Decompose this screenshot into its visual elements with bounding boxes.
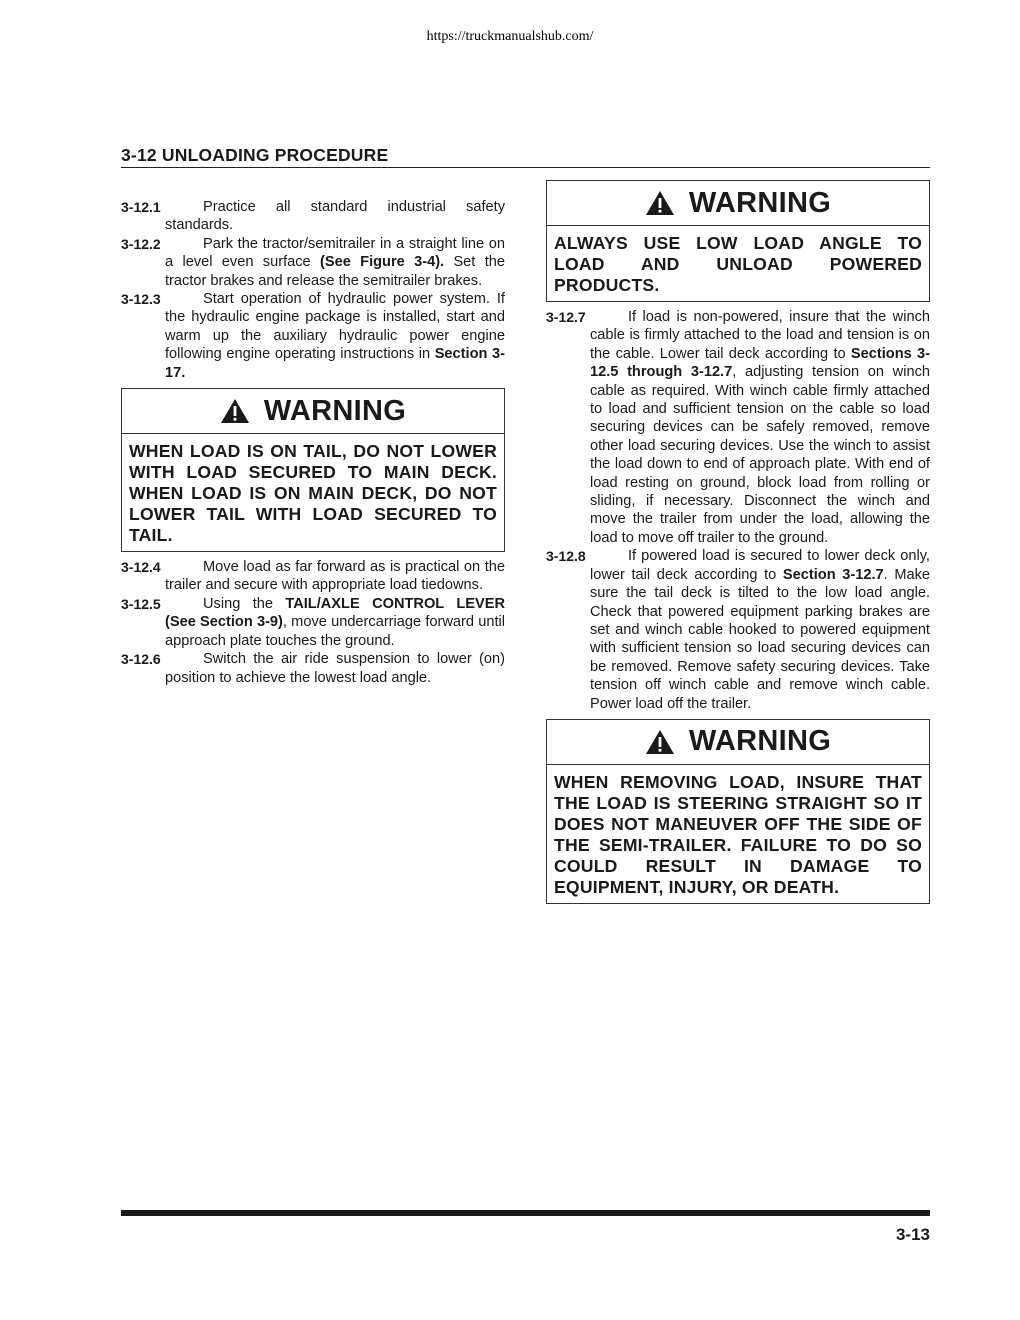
- warning-title: WARNING: [688, 725, 832, 758]
- paragraph-text: Start operation of hydraulic power system. If the hydraulic engine package is installed, start and warm up the auxiliary hydraulic power engine following engine operating instructions in: [165, 291, 505, 363]
- warning-triangle-icon: [220, 398, 250, 424]
- warning-text: WHEN LOAD IS ON TAIL, DO NOT LOWER WITH LOAD SECURED TO MAIN DECK. WHEN LOAD IS ON MAIN DECK, DO NOT LOWER TAIL WITH LOAD SECURED TO TAIL.: [129, 441, 497, 546]
- warning-triangle-icon: [645, 190, 675, 216]
- warning-header: [122, 389, 504, 434]
- paragraph-text: , move undercarriage forward until approach plate touches the ground.: [165, 614, 505, 649]
- left-column: [121, 198, 505, 687]
- warning-text: WHEN REMOVING LOAD, INSURE THAT THE LOAD IS STEERING STRAIGHT SO IT DOES NOT MANEUVER OFF THE SIDE OF THE SEMI-TRAILER. FAILURE TO DO SO COULD RESULT IN DAMAGE TO EQUIPMENT, INJURY, OR DEATH.: [554, 771, 922, 897]
- paragraph-number: 3-12.3: [121, 291, 161, 308]
- section-title: 3-12 UNLOADING PROCEDURE: [121, 145, 930, 168]
- warning-box: [546, 180, 930, 302]
- paragraph-number: 3-12.5: [121, 595, 161, 612]
- paragraph-text: . Make sure the tail deck is tilted to the low load angle. Check that powered equipment parking brakes are set and winch cable hooked to powered equipment with sufficient tension so load securing devices can be removed. Remove safety securing devices. Take tension off winch cable and remove winch cable. Power load off the trailer.: [590, 566, 931, 712]
- figure-reference: (See Figure 3-4).: [320, 254, 445, 271]
- paragraph-text: Set the tractor brakes and release the semitrailer brakes.: [165, 254, 505, 289]
- paragraph-text: If load is non-powered, insure that the winch cable is firmly attached to the load and tension is on the cable. Lower tail deck according to: [590, 309, 930, 362]
- footer-rule: [121, 1210, 930, 1216]
- page-number: 3-13: [895, 1225, 930, 1244]
- header-url: https://truckmanualshub.com/: [426, 29, 594, 44]
- paragraph-3-12-6: [121, 650, 505, 687]
- paragraph-3-12-2: [121, 235, 505, 290]
- warning-box: [121, 388, 505, 552]
- paragraph-text: Practice all standard industrial safety standards.: [165, 199, 505, 234]
- paragraph-text: , adjusting tension on winch cable as required. With winch cable firmly attached to load and sufficient tension on the cable so load securing devices can be safely removed, remove other load securing devices. Use the winch to assist the load down to end of approach plate. With end of load resting on ground, block load from rolling or sliding, if necessary. Disconnect the winch and move the trailer from under the load, allowing the load to move off trailer to the ground.: [590, 364, 930, 546]
- warning-box: [546, 719, 930, 904]
- paragraph-3-12-1: [121, 198, 505, 235]
- paragraph-number: 3-12.8: [546, 548, 586, 565]
- paragraph-text: Using the: [203, 595, 286, 612]
- paragraph-text: Switch the air ride suspension to lower (on) position to achieve the lowest load angle.: [165, 651, 505, 686]
- paragraph-text: Move load as far forward as is practical on the trailer and secure with appropriate load tiedowns.: [165, 559, 505, 594]
- paragraph-3-12-7: [546, 308, 930, 547]
- warning-triangle-icon: [645, 729, 675, 755]
- warning-header: [547, 181, 929, 226]
- paragraph-3-12-3: [121, 290, 505, 382]
- paragraph-number: 3-12.4: [121, 559, 161, 576]
- paragraph-3-12-4: [121, 558, 505, 595]
- paragraph-number: 3-12.2: [121, 235, 161, 252]
- warning-title: WARNING: [688, 186, 832, 219]
- paragraph-number: 3-12.1: [121, 199, 161, 215]
- right-column: [546, 180, 930, 910]
- section-reference: Sections 3-12.5 through 3-12.7: [590, 345, 930, 381]
- paragraph-3-12-8: [546, 547, 930, 713]
- section-reference: Section 3-17.: [165, 346, 506, 381]
- paragraph-3-12-5: [121, 595, 505, 650]
- warning-header: [547, 720, 929, 765]
- paragraph-number: 3-12.6: [121, 651, 161, 668]
- control-reference: TAIL/AXLE CONTROL LEVER (See Section 3-9): [165, 595, 505, 631]
- warning-title: WARNING: [263, 394, 407, 427]
- paragraph-text: If powered load is secured to lower deck only, lower tail deck according to: [590, 548, 930, 583]
- section-reference: Section 3-12.7: [782, 566, 884, 583]
- warning-text: ALWAYS USE LOW LOAD ANGLE TO LOAD AND UNLOAD POWERED PRODUCTS.: [554, 233, 922, 295]
- paragraph-text: Park the tractor/semitrailer in a straight line on a level even surface: [165, 235, 505, 271]
- paragraph-number: 3-12.7: [546, 309, 586, 325]
